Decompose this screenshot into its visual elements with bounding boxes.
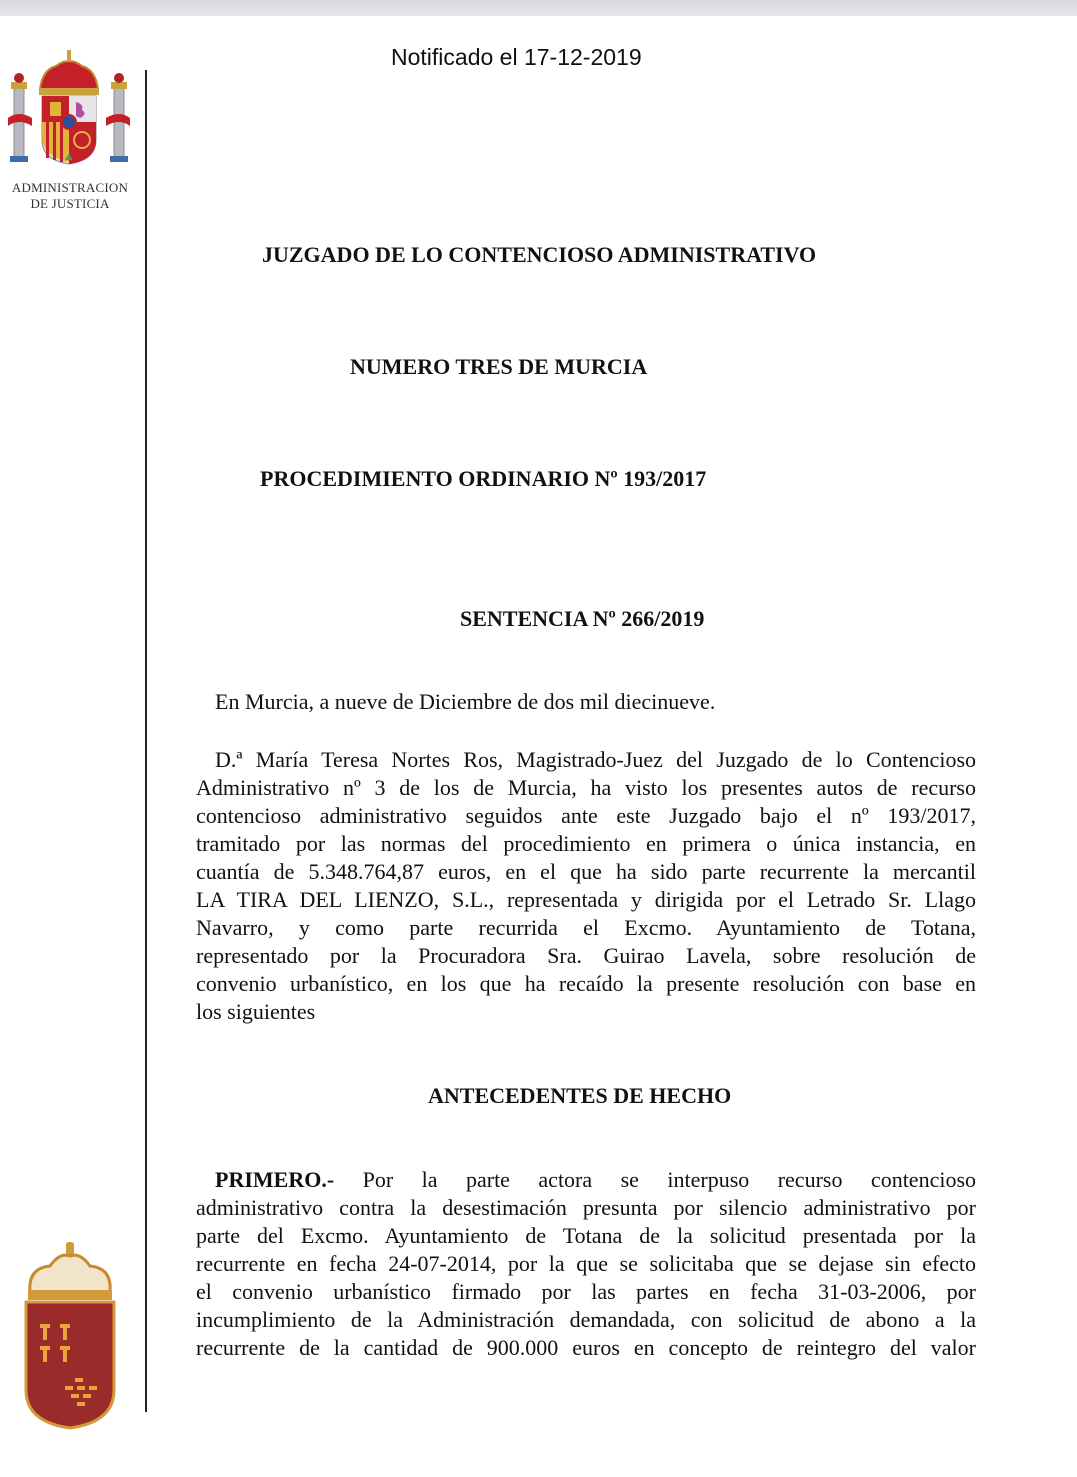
primero-line: el convenio urbanístico firmado por las partes en fecha 31-03-2006, por	[196, 1279, 976, 1304]
section-heading: ANTECEDENTES DE HECHO	[428, 1083, 732, 1108]
primero-line: recurrente en fecha 24-07-2014, por la que se solicitaba que se dejase sin efecto	[196, 1251, 976, 1276]
procedure-heading: PROCEDIMIENTO ORDINARIO Nº 193/2017	[260, 466, 707, 491]
primero-line: incumplimiento de la Administración demandada, con solicitud de abono a la	[196, 1307, 976, 1332]
top-bar	[0, 0, 1077, 16]
primero-line: parte del Excmo. Ayuntamiento de Totana de la solicitud presentada por la	[196, 1223, 976, 1248]
intro-line: D.ª María Teresa Nortes Ros, Magistrado-Juez del Juzgado de lo Contencioso	[215, 747, 976, 772]
primero-first-line	[196, 1166, 976, 1194]
logo-text-line1: ADMINISTRACION	[11, 180, 129, 195]
intro-line: contencioso administrativo seguidos ante este Juzgado bajo el nº 193/2017,	[196, 803, 976, 828]
margin-rule	[145, 70, 147, 1412]
court-number-heading: NUMERO TRES DE MURCIA	[350, 354, 648, 379]
intro-line: tramitado por las normas del procedimiento en primera o única instancia, en	[196, 831, 976, 856]
notification-stamp: Notificado el 17-12-2019	[391, 44, 642, 70]
spain-coat-of-arms-icon	[6, 48, 132, 168]
primero-paragraph	[196, 1166, 976, 1362]
primero-line: administrativo contra la desestimación presunta por silencio administrativo por	[196, 1195, 976, 1220]
murcia-coat-of-arms-icon	[20, 1240, 120, 1430]
intro-line: LA TIRA DEL LIENZO, S.L., representada y dirigida por el Letrado Sr. Llago	[196, 887, 976, 912]
primero-line: recurrente de la cantidad de 900.000 euros en concepto de reintegro del valor	[196, 1335, 976, 1360]
intro-line: cuantía de 5.348.764,87 euros, en el que ha sido parte recurrente la mercantil	[196, 859, 976, 884]
primero-line-text: Por la parte actora se interpuso recurso contencioso	[362, 1167, 977, 1192]
intro-line: los siguientes	[196, 999, 316, 1024]
court-heading: JUZGADO DE LO CONTENCIOSO ADMINISTRATIVO	[262, 242, 817, 267]
intro-paragraph	[196, 746, 976, 1026]
intro-line: Navarro, y como parte recurrida el Excmo. Ayuntamiento de Totana,	[196, 915, 976, 940]
logo-text-line2: DE JUSTICIA	[30, 196, 110, 211]
sentence-heading: SENTENCIA Nº 266/2019	[460, 606, 705, 631]
date-line	[215, 688, 995, 716]
intro-line: convenio urbanístico, en los que ha recaído la presente resolución con base en	[196, 971, 976, 996]
date-text: En Murcia, a nueve de Diciembre de dos mil diecinueve.	[215, 689, 716, 714]
intro-line: Administrativo nº 3 de los de Murcia, ha visto los presentes autos de recurso	[196, 775, 976, 800]
intro-line: representado por la Procuradora Sra. Guirao Lavela, sobre resolución de	[196, 943, 976, 968]
primero-label: PRIMERO.-	[215, 1167, 335, 1192]
